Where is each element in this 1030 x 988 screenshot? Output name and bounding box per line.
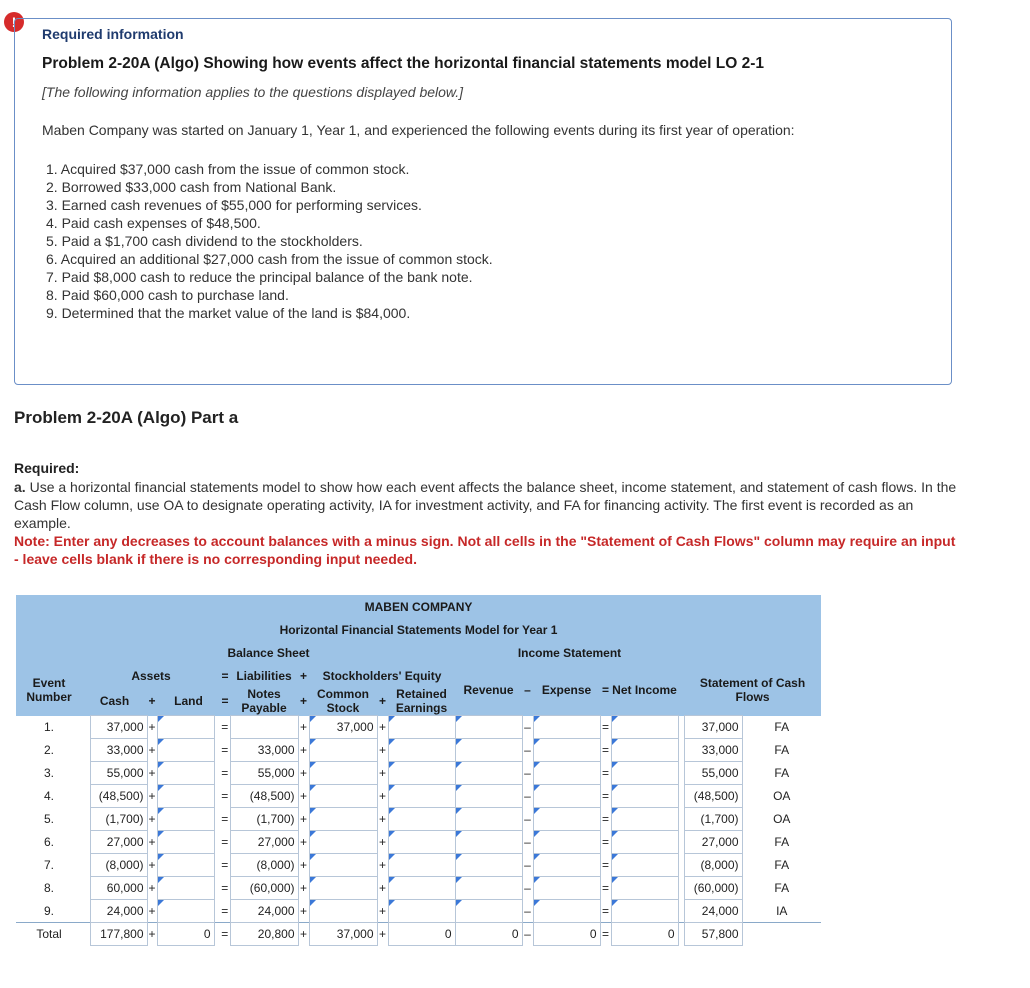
required-note: Note: Enter any decreases to account balances with a minus sign. Not all cells in the "Statement of Cash Flows" column may require an input - leave cells blank if there is no corresponding input needed. xyxy=(14,533,956,567)
land-input[interactable] xyxy=(157,762,214,785)
event-row xyxy=(16,739,821,762)
retained-earnings-input[interactable] xyxy=(388,785,455,808)
equals-sign: = xyxy=(600,664,611,716)
land-input[interactable] xyxy=(157,785,214,808)
part-title: Problem 2-20A (Algo) Part a xyxy=(14,408,239,427)
expense-input[interactable] xyxy=(533,716,600,739)
cash-value[interactable]: 24,000 xyxy=(90,900,147,923)
plus-sign: + xyxy=(378,881,386,895)
event-item: 1. Acquired $37,000 cash from the issue of common stock. xyxy=(46,161,410,177)
minus-sign: – xyxy=(524,812,531,826)
plus-sign: + xyxy=(378,835,386,849)
event-number: Total xyxy=(16,923,82,946)
event-item: 2. Borrowed $33,000 cash from National Bank. xyxy=(46,179,337,195)
equals-sign: = xyxy=(601,835,609,849)
cash-flows-header: Statement of Cash Flows xyxy=(684,664,821,716)
event-row xyxy=(16,854,821,877)
cash-value[interactable]: 60,000 xyxy=(90,877,147,900)
plus-sign: + xyxy=(148,766,156,780)
required-heading: Required: xyxy=(14,460,80,476)
event-number-header: Event Number xyxy=(16,664,82,716)
notes-payable-value[interactable]: (60,000) xyxy=(230,877,298,900)
assets-header: Assets xyxy=(82,664,220,687)
cash-flow-value[interactable]: 33,000 xyxy=(684,739,742,762)
company-name: MABEN COMPANY xyxy=(16,595,821,618)
notes-payable-value[interactable]: 33,000 xyxy=(230,739,298,762)
retained-earnings-input[interactable] xyxy=(388,716,455,739)
notes-payable-value[interactable]: (8,000) xyxy=(230,854,298,877)
plus-sign: + xyxy=(377,923,388,946)
common-stock-input[interactable] xyxy=(309,739,377,762)
net-income-header: Net Income xyxy=(611,664,678,716)
cash-flow-value[interactable]: (1,700) xyxy=(684,808,742,831)
land-input[interactable] xyxy=(157,808,214,831)
equals-sign: = xyxy=(220,664,230,687)
retained-earnings-input[interactable] xyxy=(388,831,455,854)
cash-flow-activity[interactable]: OA xyxy=(773,812,791,826)
equals-sign: = xyxy=(601,743,609,757)
net-income-input[interactable] xyxy=(611,854,678,877)
plus-sign: + xyxy=(148,881,156,895)
cash-flow-activity[interactable]: FA xyxy=(774,720,790,734)
event-item: 4. Paid cash expenses of $48,500. xyxy=(46,215,261,231)
notes-payable-value[interactable]: (48,500) xyxy=(230,785,298,808)
event-item: 9. Determined that the market value of the land is $84,000. xyxy=(46,305,411,321)
cash-flow-activity[interactable]: OA xyxy=(773,789,791,803)
required-information-heading: Required information xyxy=(42,26,184,42)
net-income-input: 0 xyxy=(611,923,678,946)
problem-title: Problem 2-20A (Algo) Showing how events affect the horizontal financial statements model LO 2-1 xyxy=(42,55,765,72)
cash-value[interactable]: 55,000 xyxy=(90,762,147,785)
net-income-input[interactable] xyxy=(611,877,678,900)
revenue-input[interactable] xyxy=(455,739,522,762)
plus-sign: + xyxy=(299,812,307,826)
cash-flow-activity[interactable]: FA xyxy=(774,858,790,872)
cash-flow-activity[interactable]: IA xyxy=(776,903,788,918)
income-statement-header: Income Statement xyxy=(455,641,684,664)
minus-sign: – xyxy=(524,720,531,734)
land-header: Land xyxy=(157,687,220,716)
event-number: 7. xyxy=(43,858,54,872)
plus-sign: + xyxy=(299,789,307,803)
revenue-input[interactable] xyxy=(455,877,522,900)
land-input[interactable] xyxy=(157,854,214,877)
revenue-input[interactable] xyxy=(455,716,522,739)
common-stock-input[interactable] xyxy=(309,762,377,785)
event-item: 7. Paid $8,000 cash to reduce the principal balance of the bank note. xyxy=(46,269,473,285)
retained-earnings-input[interactable] xyxy=(388,739,455,762)
revenue-input[interactable] xyxy=(455,785,522,808)
plus-sign: + xyxy=(299,881,307,895)
minus-sign: – xyxy=(524,903,531,918)
equals-sign: = xyxy=(221,743,229,757)
minus-sign: – xyxy=(524,743,531,757)
expense-input[interactable] xyxy=(533,900,600,923)
cash-flow-value: 57,800 xyxy=(684,923,742,946)
intro-text: Maben Company was started on January 1, Year 1, and experienced the following events during its first year of operation: xyxy=(42,122,795,138)
event-row xyxy=(16,716,821,739)
event-item: 3. Earned cash revenues of $55,000 for performing services. xyxy=(46,197,422,213)
equals-sign: = xyxy=(221,720,229,734)
event-row xyxy=(16,785,821,808)
minus-sign: – xyxy=(524,789,531,803)
applies-note: [The following information applies to the questions displayed below.] xyxy=(42,84,464,100)
plus-sign: + xyxy=(148,789,156,803)
minus-sign: – xyxy=(524,858,531,872)
cash-flow-activity[interactable]: FA xyxy=(774,835,790,849)
equals-sign: = xyxy=(601,789,609,803)
event-number: 3. xyxy=(43,766,54,780)
cash-value[interactable]: 33,000 xyxy=(90,739,147,762)
equals-sign: = xyxy=(221,881,229,895)
notes-payable-value[interactable]: 27,000 xyxy=(230,831,298,854)
required-instructions xyxy=(14,478,959,532)
cash-flow-value[interactable]: (48,500) xyxy=(684,785,742,808)
event-row xyxy=(16,877,821,900)
cash-value[interactable]: (1,700) xyxy=(90,808,147,831)
cash-header: Cash xyxy=(82,687,147,716)
event-number: 5. xyxy=(43,812,54,826)
equals-sign: = xyxy=(221,858,229,872)
plus-sign: + xyxy=(298,664,309,687)
total-row xyxy=(16,923,821,946)
cash-flow-value[interactable]: 27,000 xyxy=(684,831,742,854)
minus-sign: – xyxy=(524,766,531,780)
revenue-input: 0 xyxy=(455,923,522,946)
revenue-input[interactable] xyxy=(455,831,522,854)
retained-earnings-input[interactable] xyxy=(388,808,455,831)
equals-sign: = xyxy=(220,923,230,946)
financial-statements-model-table xyxy=(16,595,821,946)
net-income-input[interactable] xyxy=(611,785,678,808)
cash-flow-value[interactable]: 37,000 xyxy=(684,716,742,739)
retained-earnings-input[interactable] xyxy=(388,854,455,877)
equals-sign: = xyxy=(601,812,609,826)
plus-sign: + xyxy=(148,835,156,849)
expense-input[interactable] xyxy=(533,854,600,877)
required-text: Use a horizontal financial statements model to show how each event affects the balance sheet, income statement, and statement of cash flows. In the Cash Flow column, use OA to designate operating activity, IA for investment activity, and FA for financing activity. The first event is recorded as an example. xyxy=(14,479,957,531)
alert-icon: ! xyxy=(4,12,24,32)
plus-sign: + xyxy=(148,858,156,872)
revenue-input[interactable] xyxy=(455,854,522,877)
land-input[interactable] xyxy=(157,739,214,762)
notes-payable-value[interactable]: (1,700) xyxy=(230,808,298,831)
expense-input[interactable] xyxy=(533,831,600,854)
event-row xyxy=(16,762,821,785)
land-input[interactable] xyxy=(157,831,214,854)
revenue-header: Revenue xyxy=(455,664,522,716)
retained-earnings-header: Retained Earnings xyxy=(388,687,455,716)
event-row xyxy=(16,831,821,854)
event-item: 6. Acquired an additional $27,000 cash from the issue of common stock. xyxy=(46,251,493,267)
common-stock-input[interactable]: 37,000 xyxy=(309,716,377,739)
required-prefix: a. xyxy=(14,479,26,495)
stockholders-equity-header: Stockholders' Equity xyxy=(309,664,455,687)
equals-sign: = xyxy=(221,835,229,849)
plus-sign: + xyxy=(378,720,386,734)
notes-payable-value[interactable]: 24,000 xyxy=(230,900,298,923)
event-item: 5. Paid a $1,700 cash dividend to the stockholders. xyxy=(46,233,363,249)
cash-value[interactable]: 37,000 xyxy=(90,716,147,739)
cash-value[interactable]: 27,000 xyxy=(90,831,147,854)
plus-sign: + xyxy=(298,923,309,946)
event-number: 1. xyxy=(43,720,54,734)
equals-sign: = xyxy=(600,923,611,946)
plus-sign: + xyxy=(299,903,307,918)
balance-sheet-header: Balance Sheet xyxy=(82,641,455,664)
plus-sign: + xyxy=(378,766,386,780)
plus-sign: + xyxy=(147,687,157,716)
equals-sign: = xyxy=(221,766,229,780)
equals-sign: = xyxy=(601,858,609,872)
minus-sign: – xyxy=(524,835,531,849)
event-number: 4. xyxy=(43,789,54,803)
plus-sign: + xyxy=(148,903,156,918)
event-number: 8. xyxy=(43,881,54,895)
event-number: 2. xyxy=(43,743,54,757)
cash-flow-value[interactable]: (60,000) xyxy=(684,877,742,900)
minus-sign: – xyxy=(522,923,533,946)
net-income-input[interactable] xyxy=(611,716,678,739)
event-row xyxy=(16,808,821,831)
expense-input[interactable] xyxy=(533,808,600,831)
cash-flow-value[interactable]: (8,000) xyxy=(684,854,742,877)
plus-sign: + xyxy=(299,858,307,872)
retained-earnings-input[interactable] xyxy=(388,877,455,900)
notes-payable-value: 20,800 xyxy=(230,923,298,946)
event-row xyxy=(16,900,821,923)
expense-input: 0 xyxy=(533,923,600,946)
plus-sign: + xyxy=(298,687,309,716)
plus-sign: + xyxy=(148,720,156,734)
events-list xyxy=(46,160,493,322)
net-income-input[interactable] xyxy=(611,739,678,762)
expense-header: Expense xyxy=(533,664,600,716)
land-input[interactable] xyxy=(157,877,214,900)
cash-flow-value[interactable]: 24,000 xyxy=(684,900,742,923)
equals-sign: = xyxy=(601,766,609,780)
common-stock-input[interactable] xyxy=(309,900,377,923)
net-income-input[interactable] xyxy=(611,808,678,831)
net-income-input[interactable] xyxy=(611,831,678,854)
cash-flow-value[interactable]: 55,000 xyxy=(684,762,742,785)
plus-sign: + xyxy=(378,903,386,918)
common-stock-input[interactable] xyxy=(309,831,377,854)
liabilities-header: Liabilities xyxy=(230,664,298,687)
land-input[interactable] xyxy=(157,716,214,739)
expense-input[interactable] xyxy=(533,739,600,762)
land-input: 0 xyxy=(157,923,214,946)
common-stock-input: 37,000 xyxy=(309,923,377,946)
event-number: 9. xyxy=(43,903,54,918)
equals-sign: = xyxy=(221,789,229,803)
cash-value: 177,800 xyxy=(90,923,147,946)
common-stock-header: Common Stock xyxy=(309,687,377,716)
notes-payable-value[interactable]: 55,000 xyxy=(230,762,298,785)
cash-flow-activity[interactable]: FA xyxy=(774,743,790,757)
common-stock-input[interactable] xyxy=(309,785,377,808)
equals-sign: = xyxy=(220,687,230,716)
plus-sign: + xyxy=(299,743,307,757)
equals-sign: = xyxy=(601,720,609,734)
plus-sign: + xyxy=(299,835,307,849)
retained-earnings-input[interactable] xyxy=(388,762,455,785)
plus-sign: + xyxy=(378,812,386,826)
plus-sign: + xyxy=(378,789,386,803)
land-input[interactable] xyxy=(157,900,214,923)
revenue-input[interactable] xyxy=(455,900,522,923)
retained-earnings-input[interactable] xyxy=(388,900,455,923)
plus-sign: + xyxy=(148,743,156,757)
plus-sign: + xyxy=(299,766,307,780)
plus-sign: + xyxy=(378,743,386,757)
notes-payable-header: Notes Payable xyxy=(230,687,298,716)
model-title: Horizontal Financial Statements Model for Year 1 xyxy=(16,618,821,641)
plus-sign: + xyxy=(377,687,388,716)
event-item: 8. Paid $60,000 cash to purchase land. xyxy=(46,287,289,303)
net-income-input[interactable] xyxy=(611,900,678,923)
cash-flow-activity[interactable]: FA xyxy=(774,881,790,895)
common-stock-input[interactable] xyxy=(309,854,377,877)
retained-earnings-input: 0 xyxy=(388,923,455,946)
plus-sign: + xyxy=(378,858,386,872)
model-body xyxy=(16,716,821,946)
plus-sign: + xyxy=(148,812,156,826)
plus-sign: + xyxy=(299,720,307,734)
notes-payable-value[interactable] xyxy=(230,716,298,739)
minus-sign: – xyxy=(522,664,533,716)
common-stock-input[interactable] xyxy=(309,877,377,900)
equals-sign: = xyxy=(221,903,229,918)
cash-flow-activity[interactable]: FA xyxy=(774,766,790,780)
expense-input[interactable] xyxy=(533,785,600,808)
cash-value[interactable]: (48,500) xyxy=(90,785,147,808)
revenue-input[interactable] xyxy=(455,808,522,831)
equals-sign: = xyxy=(221,812,229,826)
equals-sign: = xyxy=(601,881,609,895)
plus-sign: + xyxy=(147,923,157,946)
net-income-input[interactable] xyxy=(611,762,678,785)
event-number: 6. xyxy=(43,835,54,849)
expense-input[interactable] xyxy=(533,762,600,785)
equals-sign: = xyxy=(601,903,609,918)
minus-sign: – xyxy=(524,881,531,895)
revenue-input[interactable] xyxy=(455,762,522,785)
common-stock-input[interactable] xyxy=(309,808,377,831)
cash-value[interactable]: (8,000) xyxy=(90,854,147,877)
expense-input[interactable] xyxy=(533,877,600,900)
